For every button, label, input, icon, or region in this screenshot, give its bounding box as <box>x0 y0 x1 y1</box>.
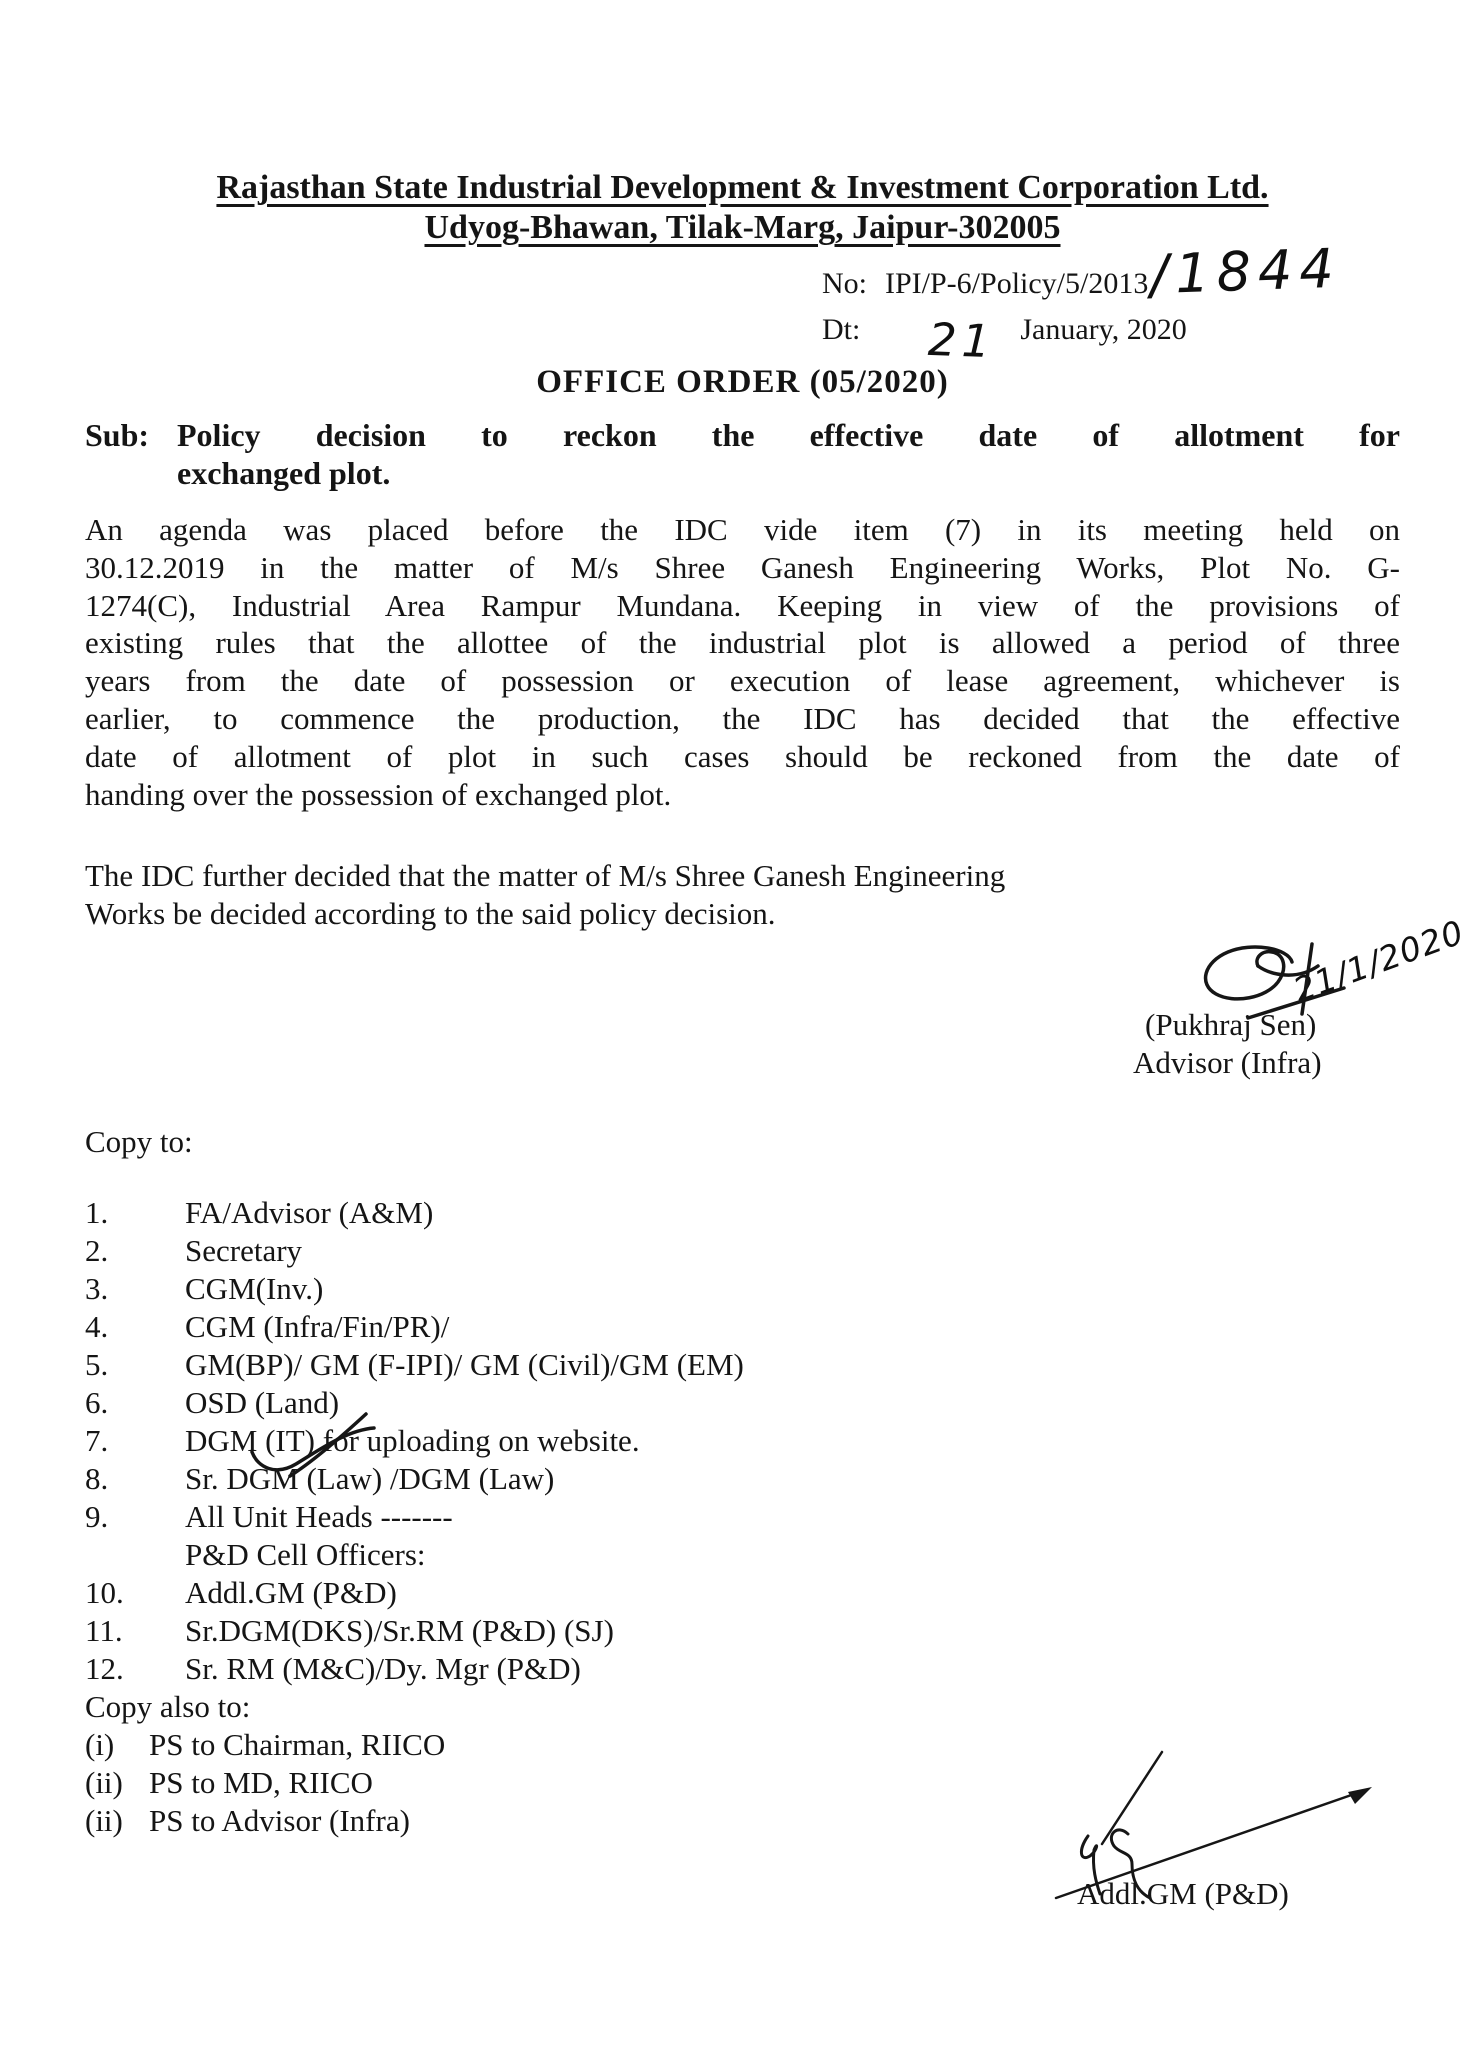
copy-to-row <box>85 1574 985 1612</box>
copy-item-number: 12. <box>85 1651 124 1686</box>
body-line: handing over the possession of exchanged plot. <box>85 776 672 812</box>
copy-to-label: Copy to: <box>85 1124 193 1159</box>
copy-item-number: 10. <box>85 1575 124 1610</box>
copy-also-row <box>85 1726 985 1764</box>
copy-item-number <box>85 1536 185 1574</box>
copy-item-number: 8. <box>85 1461 109 1496</box>
copy-to-row <box>85 1384 985 1422</box>
document-title: OFFICE ORDER (05/2020) <box>536 364 949 400</box>
copy-item-text: Sr. RM (M&C)/Dy. Mgr (P&D) <box>185 1651 581 1686</box>
copy-item-text: PS to Chairman, RIICO <box>149 1727 446 1762</box>
body-line: 1274(C), Industrial Area Rampur Mundana. Keeping in view of the provisions of <box>85 587 1400 623</box>
copy-item-number: 6. <box>85 1385 109 1420</box>
letterhead <box>85 168 1400 248</box>
copy-item-number: 2. <box>85 1233 109 1268</box>
reference-number-label: No: <box>822 267 867 300</box>
date-label: Dt: <box>822 313 861 346</box>
copy-also-label-text: Copy also to: <box>85 1689 251 1724</box>
handwritten-day: 21 <box>927 312 997 369</box>
reference-number-line <box>822 266 1187 302</box>
organization-address: Udyog-Bhawan, Tilak-Marg, Jaipur-302005 <box>424 209 1061 246</box>
body-line: An agenda was placed before the IDC vide item (7) in its meeting held on <box>85 512 1400 547</box>
copy-to-row <box>85 1270 985 1308</box>
copy-item-text: Sr. DGM (Law) /DGM (Law) <box>185 1461 555 1496</box>
copy-to-row <box>85 1650 985 1688</box>
copy-item-number: (ii) <box>85 1765 123 1800</box>
copy-item-text: Secretary <box>185 1233 303 1268</box>
subject-line: Policy decision to reckon the effective date of allotment for <box>177 417 1400 453</box>
copy-item-text: DGM (IT) for uploading on website. <box>185 1423 640 1458</box>
body-line: years from the date of possession or execution of lease agreement, whichever is <box>85 663 1400 699</box>
subject-block <box>85 416 1400 492</box>
date-line <box>822 312 1187 348</box>
copy-to-list <box>85 1194 985 1840</box>
body-line: date of allotment of plot in such cases should be reckoned from the date of <box>85 738 1400 774</box>
copy-to-row <box>85 1232 985 1270</box>
copy-item-number: 1. <box>85 1195 109 1230</box>
copy-item-number: 7. <box>85 1423 109 1458</box>
copy-item-text: CGM (Infra/Fin/PR)/ <box>185 1309 450 1344</box>
body-line: existing rules that the allottee of the industrial plot is allowed a period of three <box>85 625 1400 661</box>
copy-item-number: 9. <box>85 1499 109 1534</box>
copy-also-label <box>85 1688 985 1726</box>
copy-also-row <box>85 1802 985 1840</box>
signatory-block <box>1133 1006 1322 1082</box>
signatory-designation: Advisor (Infra) <box>1133 1045 1322 1080</box>
copy-item-text: All Unit Heads ------- <box>185 1499 453 1534</box>
handwritten-signature-date: 21/1/2020 <box>1288 912 1470 1010</box>
body-line: Works be decided according to the said policy decision. <box>85 896 776 931</box>
copy-item-text: P&D Cell Officers: <box>185 1537 426 1572</box>
copy-to-row <box>85 1498 985 1536</box>
copy-to-row <box>85 1612 985 1650</box>
subject-text <box>177 416 1400 492</box>
copy-to-row <box>85 1536 985 1574</box>
copy-item-number: 11. <box>85 1613 123 1648</box>
copy-item-text: OSD (Land) <box>185 1385 340 1420</box>
copy-item-text: PS to MD, RIICO <box>149 1765 373 1800</box>
copy-item-text: Sr.DGM(DKS)/Sr.RM (P&D) (SJ) <box>185 1613 614 1648</box>
copy-item-text: PS to Advisor (Infra) <box>149 1803 410 1838</box>
copy-item-text: Addl.GM (P&D) <box>185 1575 397 1610</box>
copy-also-row <box>85 1764 985 1802</box>
body-line: earlier, to commence the production, the IDC has decided that the effective <box>85 700 1400 736</box>
signatory-name: (Pukhraj Sen) <box>1145 1007 1317 1042</box>
footer-signatory-designation: Addl.GM (P&D) <box>1077 1876 1289 1911</box>
copy-item-number: 3. <box>85 1271 109 1306</box>
copy-item-text: CGM(Inv.) <box>185 1271 324 1306</box>
handwritten-dispatch-number: /1844 <box>1148 236 1342 307</box>
copy-item-number: (ii) <box>85 1803 123 1838</box>
copy-to-row <box>85 1422 985 1460</box>
copy-to-row <box>85 1308 985 1346</box>
copy-item-text: GM(BP)/ GM (F-IPI)/ GM (Civil)/GM (EM) <box>185 1347 744 1382</box>
organization-name: Rajasthan State Industrial Development & Investment Corporation Ltd. <box>216 169 1269 206</box>
body-line: 30.12.2019 in the matter of M/s Shree Ganesh Engineering Works, Plot No. G- <box>85 549 1400 585</box>
reference-number-value: IPI/P-6/Policy/5/2013 <box>885 267 1149 300</box>
copy-to-row <box>85 1194 985 1232</box>
copy-to-row <box>85 1460 985 1498</box>
copy-item-number: 5. <box>85 1347 109 1382</box>
subject-line: exchanged plot. <box>177 455 391 491</box>
copy-item-text: FA/Advisor (A&M) <box>185 1195 434 1230</box>
body-line: The IDC further decided that the matter of M/s Shree Ganesh Engineering <box>85 858 1006 893</box>
reference-block <box>822 266 1187 348</box>
copy-to-row <box>85 1346 985 1384</box>
copy-item-number: (i) <box>85 1727 115 1762</box>
copy-item-number: 4. <box>85 1309 109 1344</box>
body-paragraph-2 <box>85 857 1400 933</box>
body-paragraph-1 <box>85 511 1400 813</box>
subject-label: Sub: <box>85 417 150 453</box>
date-value: January, 2020 <box>1020 313 1187 346</box>
